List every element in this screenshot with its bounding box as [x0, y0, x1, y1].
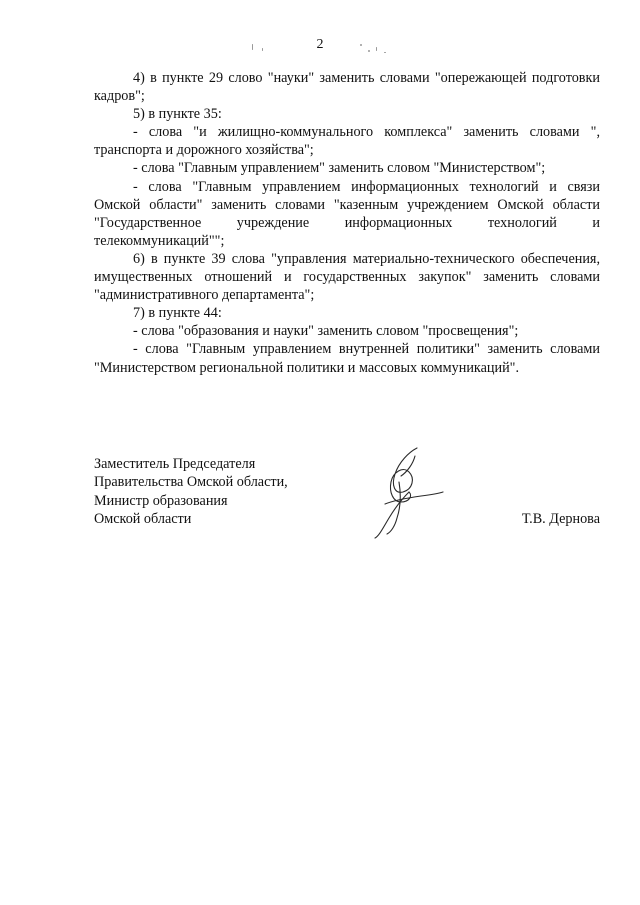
- paragraph-item-6: 6) в пункте 39 слова "управления материально-технического обеспечения, имущественных отношений и государственных закупок" заменить словами "административного департамента";: [94, 250, 600, 304]
- scan-speck: [360, 44, 362, 46]
- scan-speck: [384, 52, 386, 53]
- paragraph-item-7-a: - слова "образования и науки" заменить словом "просвещения";: [133, 323, 519, 340]
- scan-speck: [252, 44, 253, 50]
- handwritten-signature: [355, 442, 450, 542]
- paragraph-item-4: 4) в пункте 29 слово "науки" заменить словами "опережающей подготовки кадров";: [94, 70, 600, 105]
- document-body: [94, 69, 600, 377]
- signatory-title-line: Правительства Омской области,: [94, 474, 288, 491]
- signatory-title: [94, 455, 354, 528]
- signatory-title-line: Омской области: [94, 510, 192, 527]
- paragraph-item-7: 7) в пункте 44:: [133, 305, 222, 322]
- paragraph-item-5-b: - слова "Главным управлением" заменить словом "Министерством";: [133, 160, 546, 177]
- paragraph-item-5-c: - слова "Главным управлением информационных технологий и связи Омской области" заменить словами "казенным учреждением Омской области "Государственное учреждение информационных технологий и телекоммуникаций"";: [94, 178, 600, 249]
- paragraph-item-5: 5) в пункте 35:: [133, 106, 222, 123]
- page-number: 2: [316, 37, 324, 52]
- paragraph-item-7-b: - слова "Главным управлением внутренней политики" заменить словами "Министерством региональной политики и массовых коммуникаций".: [94, 341, 600, 376]
- scan-speck: [368, 50, 370, 52]
- scan-speck: [376, 47, 377, 51]
- signatory-title-line: Министр образования: [94, 492, 228, 509]
- scan-speck: [262, 48, 263, 51]
- signatory-title-line: Заместитель Председателя: [94, 456, 256, 472]
- signatory-name: Т.В. Дернова: [521, 511, 600, 527]
- paragraph-item-5-a: - слова "и жилищно-коммунального комплекса" заменить словами ", транспорта и дорожного хозяйства";: [94, 124, 600, 159]
